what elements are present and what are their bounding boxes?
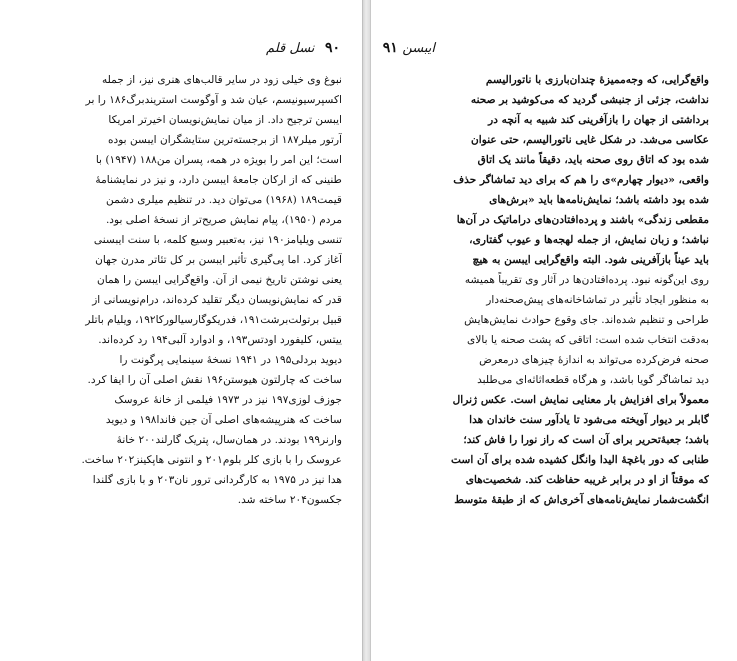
text-line: که موقتاً از او در برابر غریبه حفاظت کند. شخصیت‌های: [465, 474, 709, 486]
text-line: قبیل برتولت‌برشت۱۹۱، فدریکوگارسیالورکا۱۹۲، ویلیام باتلر: [85, 314, 342, 326]
text-line: برداشتی از جهان را بازآفرینی کند شبیه به آنچه در: [488, 114, 709, 126]
text-line: مردم (۱۹۵۰)، پیام نمایش صریح‌تر از نسخهٔ اصلی بود.: [105, 214, 342, 226]
text-line: جکسون۲۰۴ ساخته شد.: [237, 494, 342, 506]
text-line: به‌دقت انتخاب شده است: اتاقی که پشت صحنه یا بالای: [467, 334, 709, 346]
text-line: آرتور میلر۱۸۷ از برجسته‌ترین ستایشگران ایبسن بوده: [107, 134, 342, 146]
text-line: دید تماشاگر گویا باشد، و هرگاه قطعه‌اثاثه‌ای می‌طلبد: [477, 374, 709, 386]
text-line: است؛ این امر را بویژه در همه، پسران من۱۸۸ (۱۹۴۷) با: [95, 154, 342, 166]
text-line: گابلر بر دیوار آویخته می‌شود تا یادآور سنت خاندان هدا: [469, 414, 709, 426]
left-body-text: [20, 70, 342, 510]
text-line: نباشد؛ و زبان نمایش، از جمله لهجه‌ها و عیوب گفتاری،: [469, 234, 709, 246]
text-line: عروسک را با بازی کلر بلوم۲۰۱ و انتونی هاپکینز۲۰۲ ساخت.: [81, 454, 342, 466]
text-line: یعنی نوشتن تاریخ نیمی از آن. واقع‌گرایی ایبسن را همان: [96, 274, 342, 286]
text-line: ساخت که چارلتون هیوستن۱۹۶ نقش اصلی آن را ایفا کرد.: [87, 374, 342, 386]
text-line: ایبسن ترجیح داد. از میان نمایش‌نویسان اخیرتر امریکا: [108, 114, 342, 126]
left-page-header: [266, 40, 340, 56]
text-line: نبوغ وی خیلی زود در سایر قالب‌های هنری نیز، از جمله: [101, 74, 342, 86]
right-page-header: [377, 40, 435, 56]
right-running-title: ایبسن: [402, 41, 435, 56]
text-line: مقطعی زندگی» باشند و پرده‌افتادن‌های دراماتیک در آن‌ها: [456, 214, 709, 226]
text-line: باید عیناً بازآفرینی شود. البته واقع‌گرایی ایبسن به هیچ: [472, 254, 709, 266]
text-line: واقع‌گرایی، که وجه‌ممیزهٔ چندان‌بارزی با ناتورالیسم: [485, 74, 709, 86]
text-line: شده بود داشته باشد؛ نمایش‌نامه‌ها باید «برش‌های: [489, 194, 709, 206]
right-body-text: [387, 70, 709, 510]
text-line: انگشت‌شمار نمایش‌نامه‌های آخری‌اش که از طبقهٔ متوسط: [454, 494, 709, 506]
right-page-number: ۹۱: [382, 40, 398, 56]
text-line: طراحی و تنظیم شده‌اند. جای وقوع حوادث نمایش‌هایش: [464, 314, 709, 326]
text-line: آغاز کرد. اما پی‌گیری تأثیر ایبسن بر کل تئاتر مدرن جهان: [95, 254, 342, 266]
text-line: وارنر۱۹۹ بودند. در همان‌سال، پتریک گارلند۲۰۰ خانهٔ: [116, 434, 342, 446]
left-page: [0, 0, 362, 661]
text-line: تنسی ویلیامز۱۹۰ نیز، به‌تعبیر وسیع کلمه، با سنت ایبسنی: [93, 234, 342, 246]
text-line: عکاسی می‌شد. در شکل غایی ناتورالیسم، حتی عنوان: [471, 134, 709, 146]
text-line: معمولاً برای افزایش بار معنایی نمایش است. عکس ژنرال: [452, 394, 709, 406]
text-line: طنینی که از ارکان جامعهٔ ایبسن دارد، و نیز در نمایشنامهٔ: [95, 174, 342, 186]
text-line: قیمت۱۸۹ (۱۹۶۸) می‌توان دید. در تنظیم میلری دشمن: [106, 194, 342, 206]
left-page-number: ۹۰: [324, 40, 340, 56]
text-line: جوزف لوزی۱۹۷ نیز در ۱۹۷۳ فیلمی از خانهٔ عروسک: [114, 394, 342, 406]
text-line: باشد؛ جعبهٔ‌تحریر برای آن است که راز نورا را فاش کند؛: [463, 434, 709, 446]
text-line: ساخت که هنرپیشه‌های اصلی آن جین فاندا۱۹۸ و دیوید: [105, 414, 342, 426]
text-line: طنابی که دور باغچهٔ‌ الیدا وانگل کشیده شده برای آن است: [451, 454, 709, 466]
text-line: روی این‌گونه نبود. پرده‌افتادن‌ها در آثار وی تقریباً همیشه: [464, 274, 709, 286]
text-line: صحنه فرض‌کرده می‌تواند به اندازهٔ چیزهای درمعرض: [479, 354, 709, 366]
text-line: هدا نیز در ۱۹۷۵ به کارگردانی ترور نان۲۰۳ و با بازی گلندا: [92, 474, 342, 486]
left-running-title: نسل قلم: [266, 41, 315, 56]
text-line: دیوید بردلی۱۹۵ در ۱۹۴۱ نسخهٔ سینمایی پرگونت را: [119, 354, 342, 366]
text-line: قدر که نمایش‌نویسان دیگر تقلید کرده‌اند، درام‌نویسانی از: [92, 294, 342, 306]
book-gutter: [362, 0, 371, 661]
text-line: شده بود که اتاق روی صحنه باید، دقیقاً مانند یک اتاق: [477, 154, 709, 166]
text-line: واقعی، «دیوار چهارم»ی را هم که برای دید تماشاگر حذف: [453, 174, 709, 186]
text-line: نداشت، جزئی از جنبشی گردید که می‌کوشید بر صحنه: [470, 94, 709, 106]
right-page: [371, 0, 737, 661]
text-line: اکسپرسیونیسم، عیان شد و آوگوست استریندبرگ۱۸۶ را بر: [85, 94, 342, 106]
text-line: ییتس، کلیفورد اودتس۱۹۳، و ادوارد آلبی۱۹۴ رد کرده‌اند.: [98, 334, 342, 346]
text-line: به منظور ایجاد تأثیر در تماشاخانه‌های پیش‌صحنه‌دار: [486, 294, 709, 306]
